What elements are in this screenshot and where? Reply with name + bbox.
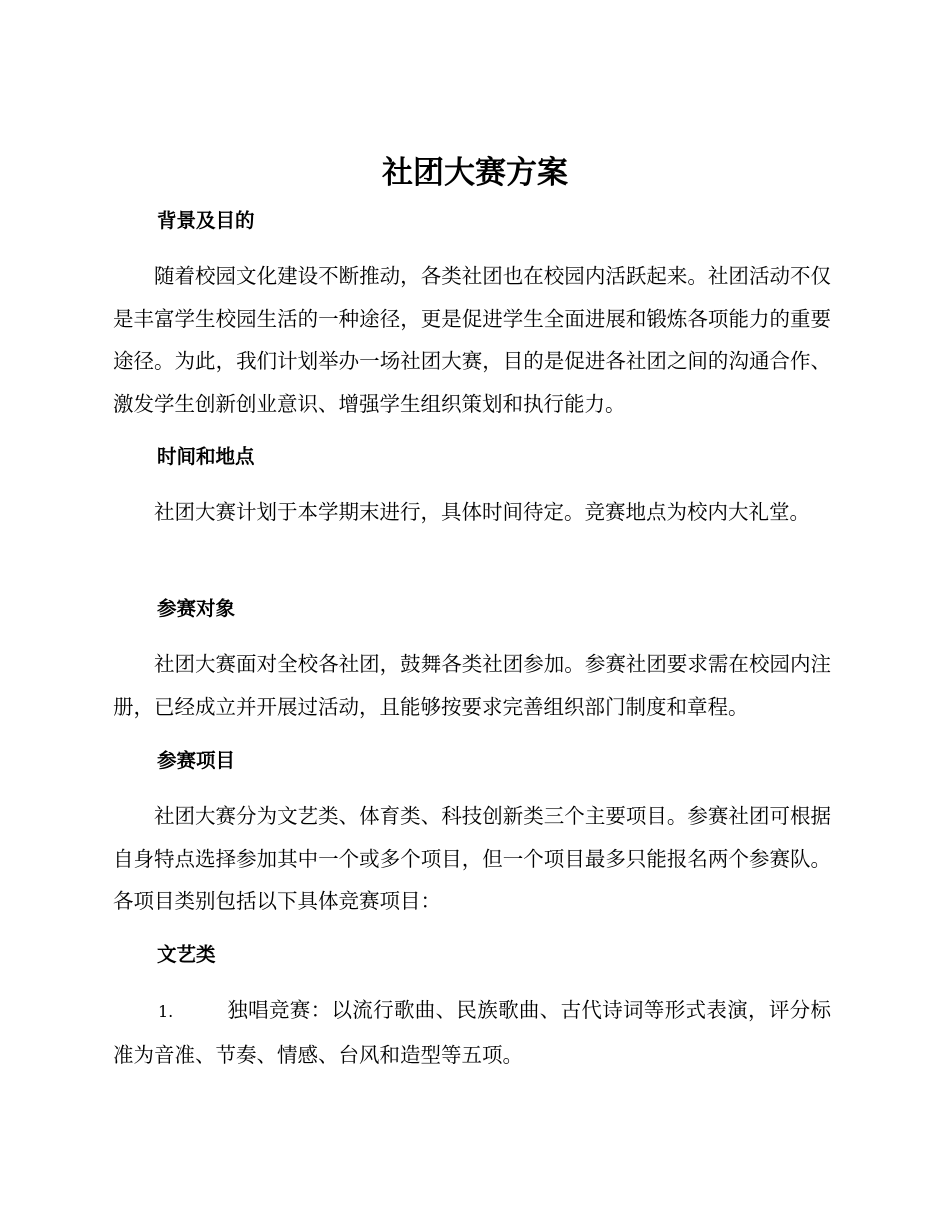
list-item-number: 1. [158, 1002, 174, 1021]
section-body-background: 随着校园文化建设不断推动，各类社团也在校园内活跃起来。社团活动不仅是丰富学生校园生活的一种途径，更是促进学生全面进展和锻炼各项能力的重要途径。为此，我们计划举办一场社团大赛，目的是促进各社团之间的沟通合作、激发学生创新创业意识、增强学生组织策划和执行能力。 [113, 264, 831, 416]
section-body-participants: 社团大赛面对全校各社团，鼓舞各类社团参加。参赛社团要求需在校园内注册，已经成立并开展过活动，且能够按要求完善组织部门制度和章程。 [113, 652, 831, 719]
list-item [113, 989, 831, 1076]
section-heading-background: 背景及目的 [157, 209, 255, 232]
section-heading-time-place: 时间和地点 [157, 445, 255, 468]
section-heading-events: 参赛项目 [157, 749, 236, 772]
section-heading-arts: 文艺类 [157, 943, 216, 966]
section-body-time-place: 社团大赛计划于本学期末进行，具体时间待定。竞赛地点为校内大礼堂。 [154, 500, 810, 524]
list-item-text: 独唱竞赛：以流行歌曲、民族歌曲、古代诗词等形式表演，评分标准为音准、节奏、情感、台风和造型等五项。 [113, 998, 831, 1067]
section-body-events: 社团大赛分为文艺类、体育类、科技创新类三个主要项目。参赛社团可根据自身特点选择参加其中一个或多个项目，但一个项目最多只能报名两个参赛队。各项目类别包括以下具体竞赛项目： [113, 804, 831, 913]
section-heading-participants: 参赛对象 [157, 597, 236, 620]
document-title: 社团大赛方案 [382, 155, 568, 191]
